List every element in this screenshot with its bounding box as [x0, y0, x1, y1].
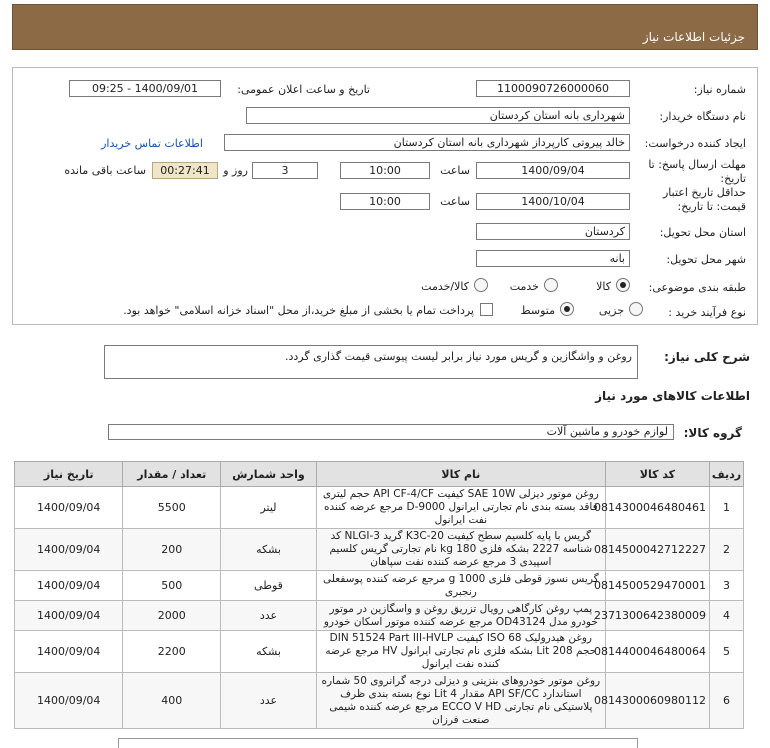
province-field: کردستان	[476, 223, 630, 240]
remaining-time-field: 00:27:41	[152, 162, 218, 179]
process-option-minor: جزیی	[598, 304, 624, 317]
creator-label: ایجاد کننده درخواست:	[644, 137, 746, 150]
cell-row: 3	[710, 571, 744, 601]
table-row[interactable]	[15, 601, 744, 631]
announce-field: 1400/09/01 - 09:25	[69, 80, 221, 97]
cell-qty: 2000	[123, 601, 221, 631]
cell-code: 0814300060980112	[605, 673, 709, 729]
goods-group-label: گروه کالا:	[683, 426, 742, 440]
cell-qty: 500	[123, 571, 221, 601]
col-header-code: کد کالا	[605, 462, 709, 487]
cell-name: روغن موتور خودروهای بنزینی و دیزلی درجه گرانروی 50 شماره استاندارد API SF/CC مقدار 4 Lit نوع بسته بندی ظرف پلاستیکی نام تجارتی ECCO V HD مرجع عرضه کننده شیمی صنعت فرزان	[316, 673, 605, 729]
cell-name: روغن موتور دیزلی SAE 10W کیفیت API CF-4/CF حجم لیتری فاقد بسته بندی نام تجارتی ایرانول D-9000 مرجع عرضه کننده نفت ایرانول	[316, 487, 605, 529]
cell-date: 1400/09/04	[15, 631, 123, 673]
goods-group-field: لوازم خودرو و ماشین آلات	[108, 424, 674, 440]
category-label: طبقه بندی موضوعی:	[648, 281, 746, 294]
remaining-label: ساعت باقی مانده	[64, 164, 146, 177]
cell-date: 1400/09/04	[15, 487, 123, 529]
category-option-service: خدمت	[509, 280, 539, 293]
validity-label-1: حداقل تاریخ اعتبار	[662, 186, 746, 199]
days-label: روز و	[223, 164, 248, 177]
cell-row: 1	[710, 487, 744, 529]
cell-code: 2371300642380009	[605, 601, 709, 631]
cell-row: 2	[710, 529, 744, 571]
category-radio-goods[interactable]	[616, 278, 630, 292]
cell-date: 1400/09/04	[15, 673, 123, 729]
category-radio-goods-service[interactable]	[474, 278, 488, 292]
province-label: استان محل تحویل:	[659, 226, 746, 239]
cell-unit: بشکه	[221, 529, 317, 571]
payment-note: پرداخت تمام یا بخشی از مبلغ خرید،از محل "اسناد خزانه اسلامی" خواهد بود.	[123, 304, 474, 317]
cell-row: 5	[710, 631, 744, 673]
days-field: 3	[252, 162, 318, 179]
table-row[interactable]	[15, 487, 744, 529]
buyer-label: نام دستگاه خریدار:	[659, 110, 746, 123]
cell-date: 1400/09/04	[15, 529, 123, 571]
table-row[interactable]	[15, 673, 744, 729]
process-radio-minor[interactable]	[629, 302, 643, 316]
cell-date: 1400/09/04	[15, 601, 123, 631]
cell-name: روغن هیدرولیک ISO 68 کیفیت DIN 51524 Part III-HVLP حجم 208 Lit بشکه فلزی نام تجارتی ایرانول HV مرجع عرضه کننده نفت ایرانول	[316, 631, 605, 673]
need-number-label: شماره نیاز:	[693, 83, 746, 96]
table-row[interactable]	[15, 631, 744, 673]
cell-code: 0814400046480064	[605, 631, 709, 673]
page-title: جزئیات اطلاعات نیاز	[642, 30, 745, 44]
table-row[interactable]	[15, 529, 744, 571]
deadline-date-field: 1400/09/04	[476, 162, 630, 179]
cell-code: 0814300046480461	[605, 487, 709, 529]
cell-code: 0814500529470001	[605, 571, 709, 601]
category-option-goods: کالا	[596, 280, 611, 293]
announce-label: تاریخ و ساعت اعلان عمومی:	[237, 83, 370, 96]
validity-label-2: قیمت: تا تاریخ:	[677, 200, 746, 213]
col-header-unit: واحد شمارش	[221, 462, 317, 487]
description-label: شرح کلی نیاز:	[664, 350, 750, 364]
process-option-medium: متوسط	[520, 304, 555, 317]
process-label: نوع فرآیند خرید :	[668, 306, 746, 319]
cell-row: 6	[710, 673, 744, 729]
cell-name: گریس با پایه کلسیم سطح کیفیت K3C-20 گرید NLGI-3 کد شناسه 2227 بشکه فلزی 180 kg نام تجارتی گریس کلسیم اسپیدی 3 مرجع عرضه کننده نفت سپاهان	[316, 529, 605, 571]
col-header-date: تاریخ نیاز	[15, 462, 123, 487]
cell-date: 1400/09/04	[15, 571, 123, 601]
cell-qty: 2200	[123, 631, 221, 673]
cell-name: گریس نسوز قوطی فلزی 1000 g مرجع عرضه کننده پوسفعلی رنجبری	[316, 571, 605, 601]
validity-date-field: 1400/10/04	[476, 193, 630, 210]
col-header-row: ردیف	[710, 462, 744, 487]
table-header-row	[15, 462, 744, 487]
validity-time-label: ساعت	[440, 195, 470, 208]
col-header-name: نام کالا	[316, 462, 605, 487]
treasury-payment-checkbox[interactable]	[480, 303, 493, 316]
city-field: بانه	[476, 250, 630, 267]
bottom-panel-edge	[118, 738, 638, 748]
category-option-goods-service: کالا/خدمت	[421, 280, 469, 293]
table-row[interactable]	[15, 571, 744, 601]
col-header-qty: تعداد / مقدار	[123, 462, 221, 487]
city-label: شهر محل تحویل:	[666, 253, 746, 266]
deadline-time-label: ساعت	[440, 164, 470, 177]
cell-qty: 400	[123, 673, 221, 729]
description-box: روغن و واشگازین و گریس مورد نیاز برابر لیست پیوستی قیمت گذاری گردد.	[104, 345, 638, 379]
validity-time-field: 10:00	[340, 193, 430, 210]
deadline-label: مهلت ارسال پاسخ: تا تاریخ:	[648, 158, 746, 185]
cell-unit: بشکه	[221, 631, 317, 673]
cell-unit: عدد	[221, 673, 317, 729]
goods-section-title: اطلاعات کالاهای مورد نیاز	[595, 389, 750, 403]
goods-table	[14, 461, 744, 729]
cell-unit: عدد	[221, 601, 317, 631]
cell-name: پمپ روغن کارگاهی رویال تزریق روغن و واسگازین در موتور خودرو مدل OD43124 مرجع عرضه کننده موتور اسکان خودرو	[316, 601, 605, 631]
page-header	[12, 4, 758, 50]
cell-row: 4	[710, 601, 744, 631]
creator-field: خالد پیروتی کارپرداز شهرداری بانه استان کردستان	[224, 134, 630, 151]
buyer-field: شهرداری بانه استان کردستان	[246, 107, 630, 124]
buyer-contact-link[interactable]: اطلاعات تماس خریدار	[101, 137, 203, 150]
process-radio-medium[interactable]	[560, 302, 574, 316]
cell-unit: قوطی	[221, 571, 317, 601]
deadline-time-field: 10:00	[340, 162, 430, 179]
cell-qty: 5500	[123, 487, 221, 529]
cell-qty: 200	[123, 529, 221, 571]
need-number-field: 1100090726000060	[476, 80, 630, 97]
category-radio-service[interactable]	[544, 278, 558, 292]
cell-code: 0814500042712227	[605, 529, 709, 571]
cell-unit: لیتر	[221, 487, 317, 529]
